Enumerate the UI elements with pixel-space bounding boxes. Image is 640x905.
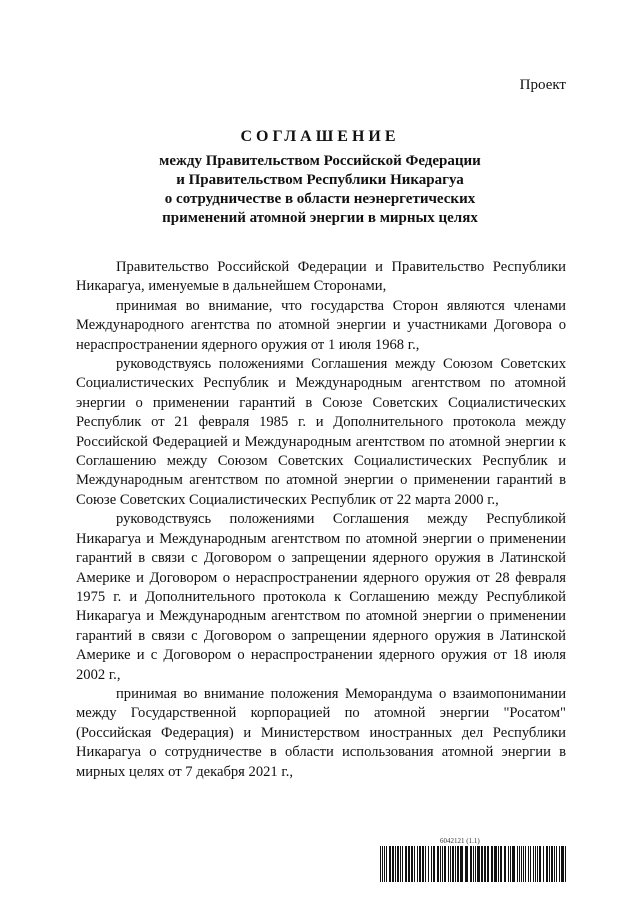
subtitle-line: о сотрудничестве в области неэнергетических: [164, 191, 476, 207]
barcode-bar: [440, 846, 441, 882]
barcode-image: [380, 846, 566, 882]
barcode-bar: [487, 846, 489, 882]
preamble-paragraph: принимая во внимание, что государства Сторон являются членами Международного агентства по атомной энергии и участниками Договора о нераспространении ядерного оружия от 1 июля 1968 г.,: [76, 297, 566, 353]
barcode-bar: [528, 846, 529, 882]
document-body: [76, 258, 566, 782]
preamble-paragraph: Правительство Российской Федерации и Правительство Республики Никарагуа, именуемые в дальнейшем Сторонами,: [76, 259, 566, 295]
barcode-bar: [422, 846, 424, 882]
barcode-bar: [437, 846, 439, 882]
barcode-bar: [481, 846, 483, 882]
preamble-paragraph: принимая во внимание положения Меморандума о взаимопонимании между Государственной корпорацией по атомной энергии "Росатом" (Российская Федерация) и Министерством иностранных дел Республики Никарагуа о сотрудничестве в области использования атомной энергии в мирных целях от 7 декабря 2021 г.,: [76, 685, 566, 780]
barcode-bar: [510, 846, 511, 882]
barcode-bar: [556, 846, 557, 882]
barcode-bar: [473, 846, 474, 882]
barcode-bar: [433, 846, 435, 882]
barcode-bar: [402, 846, 403, 882]
barcode-bar: [504, 846, 506, 882]
barcode-bar: [428, 846, 429, 882]
barcode-bar: [508, 846, 509, 882]
barcode-bar: [411, 846, 413, 882]
barcode-bar: [414, 846, 415, 882]
draft-label: Проект: [519, 77, 566, 93]
barcode-bar: [417, 846, 418, 882]
barcode-bar: [457, 846, 459, 882]
barcode-bar: [525, 846, 526, 882]
barcode-bar: [397, 846, 399, 882]
barcode-bar: [549, 846, 550, 882]
barcode-bar: [498, 846, 499, 882]
barcode-bar: [477, 846, 480, 882]
barcode-bar: [484, 846, 486, 882]
preamble-paragraph: руководствуясь положениями Соглашения между Республикой Никарагуа и Международным агентством по атомной энергии о применении гарантий в связи с Договором о запрещении ядерного оружия в Латинской Америке и Договором о нераспространении ядерного оружия от 28 февраля 1975 г. и Дополнительного протокола к Соглашению между Республикой Никарагуа и Международным агентством по атомной энергии о применении гарантий в связи с Договором о запрещении ядерного оружия в Латинской Америке и с Договором о нераспространении ядерного оружия от 18 июля 2002 г.,: [76, 511, 566, 683]
barcode-bar: [554, 846, 555, 882]
barcode-bar: [491, 846, 493, 882]
barcode-bar: [494, 846, 497, 882]
barcode-bar: [530, 846, 531, 882]
barcode-bar: [395, 846, 396, 882]
document-title: СОГЛАШЕНИЕ: [240, 128, 400, 145]
barcode-bar: [470, 846, 472, 882]
barcode-bar: [408, 846, 410, 882]
barcode-bar: [400, 846, 401, 882]
subtitle-line: и Правительством Республики Никарагуа: [176, 172, 464, 188]
barcode-bar: [460, 846, 463, 882]
barcode-bar: [546, 846, 548, 882]
barcode-bar: [475, 846, 476, 882]
barcode-bar: [450, 846, 451, 882]
barcode-bar: [380, 846, 381, 882]
barcode-bar: [565, 846, 566, 882]
barcode-bar: [539, 846, 541, 882]
barcode-bar: [523, 846, 524, 882]
barcode-bar: [389, 846, 391, 882]
barcode-bar: [561, 846, 564, 882]
barcode-bar: [535, 846, 536, 882]
preamble-paragraph: руководствуясь положениями Соглашения между Союзом Советских Социалистических Республик и Международным агентством по атомной энергии о применении гарантий в Союзе Советских Социалистических Республик от 21 февраля 1985 г. и Дополнительного протокола между Российской Федерацией и Международным агентством по атомной энергии к Соглашению между Союзом Советских Социалистических Республик и Международным агентством по атомной энергии о применении гарантий в Союзе Советских Социалистических Республик от 22 марта 2000 г.,: [76, 356, 566, 508]
subtitle-line: между Правительством Российской Федерации: [159, 153, 481, 169]
barcode-bar: [392, 846, 394, 882]
barcode-bar: [465, 846, 468, 882]
barcode-bar: [444, 846, 446, 882]
barcode-bar: [452, 846, 454, 882]
barcode-bar: [543, 846, 544, 882]
barcode-bar: [386, 846, 387, 882]
barcode-bar: [517, 846, 518, 882]
barcode-bar: [559, 846, 560, 882]
document-code: 6042121 (1.1): [440, 837, 480, 845]
document-subtitle: [0, 152, 640, 228]
barcode-bar: [382, 846, 383, 882]
barcode-bar: [551, 846, 553, 882]
barcode-bar: [519, 846, 520, 882]
barcode-bar: [384, 846, 385, 882]
barcode-bar: [533, 846, 534, 882]
barcode-bar: [512, 846, 515, 882]
barcode-bar: [405, 846, 407, 882]
barcode-bar: [521, 846, 522, 882]
subtitle-line: применений атомной энергии в мирных целях: [162, 210, 478, 226]
barcode-bar: [448, 846, 449, 882]
barcode-bar: [431, 846, 432, 882]
barcode-bar: [442, 846, 443, 882]
barcode-bar: [419, 846, 421, 882]
barcode-bar: [425, 846, 426, 882]
barcode-bar: [500, 846, 502, 882]
barcode-bar: [455, 846, 456, 882]
barcode-bar: [537, 846, 538, 882]
